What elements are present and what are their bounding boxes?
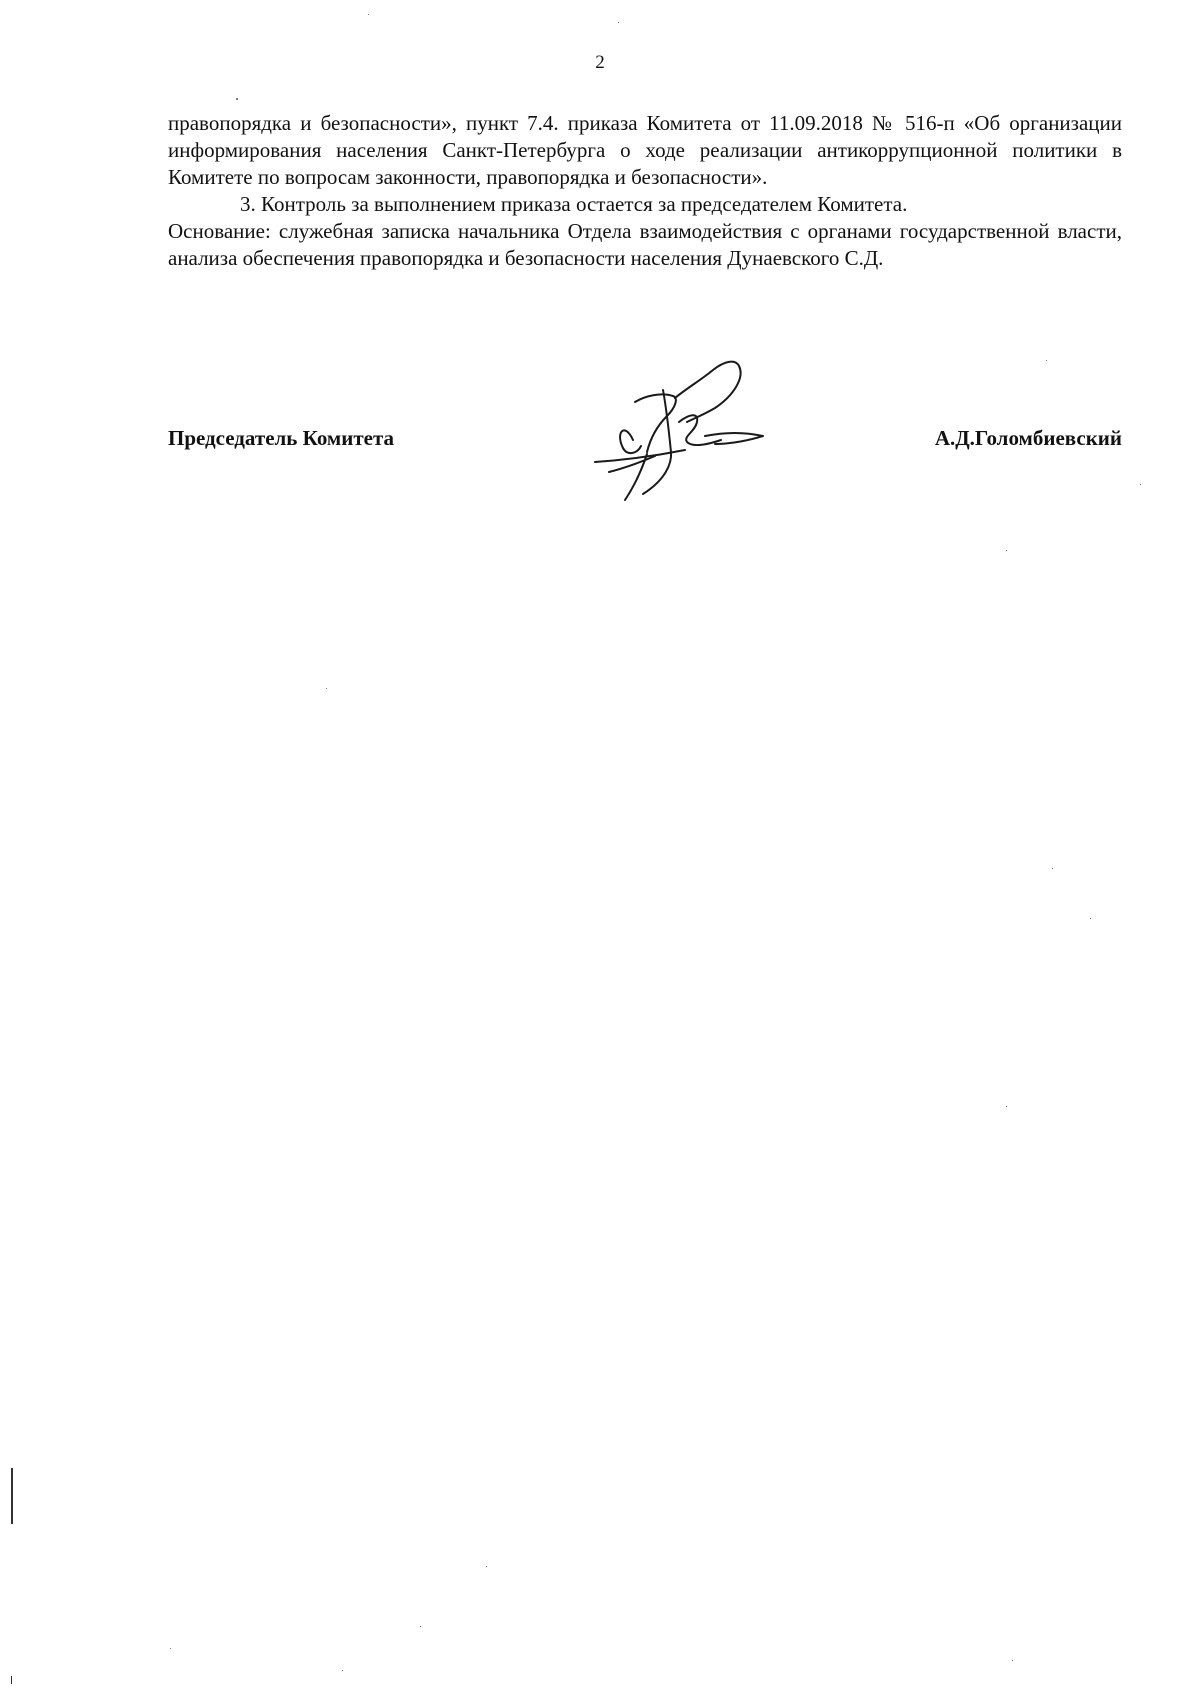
- scan-speck: [1006, 1106, 1007, 1107]
- scan-speck: [1090, 918, 1091, 919]
- paragraph-continuation: правопорядка и безопасности», пункт 7.4. приказа Комитета от 11.09.2018 № 516-п «Об организации информирования населения Санкт-Петербурга о ходе реализации антикоррупционной политики в Комитете по вопросам законности, правопорядка и безопасности».: [168, 111, 1122, 189]
- scan-speck: [368, 14, 369, 15]
- scan-speck: [1006, 550, 1007, 551]
- signatory-title: Председатель Комитета: [168, 426, 395, 450]
- scan-speck: [326, 688, 327, 689]
- scan-margin-line: [11, 1468, 13, 1524]
- document-body: [168, 110, 1122, 272]
- scan-speck: [1052, 868, 1053, 869]
- scan-speck: [342, 1670, 343, 1671]
- page-number: 2: [595, 52, 605, 73]
- scan-speck: [1046, 360, 1047, 361]
- scan-speck: [170, 1648, 171, 1649]
- handwritten-signature: [575, 352, 775, 502]
- scan-margin-line: [11, 1676, 12, 1684]
- scan-speck: [1012, 1660, 1013, 1661]
- scan-speck: [1140, 484, 1141, 485]
- signatory-name: А.Д.Голомбиевский: [934, 426, 1122, 450]
- scan-speck: [236, 98, 238, 100]
- paragraph-control: 3. Контроль за выполнением приказа остается за председателем Комитета.: [240, 192, 908, 216]
- scan-speck: [618, 22, 619, 23]
- scan-speck: [420, 1626, 421, 1627]
- scan-speck: [486, 1566, 487, 1567]
- paragraph-basis: Основание: служебная записка начальника Отдела взаимодействия с органами государственной власти, анализа обеспечения правопорядка и безопасности населения Дунаевского С.Д.: [168, 219, 1122, 270]
